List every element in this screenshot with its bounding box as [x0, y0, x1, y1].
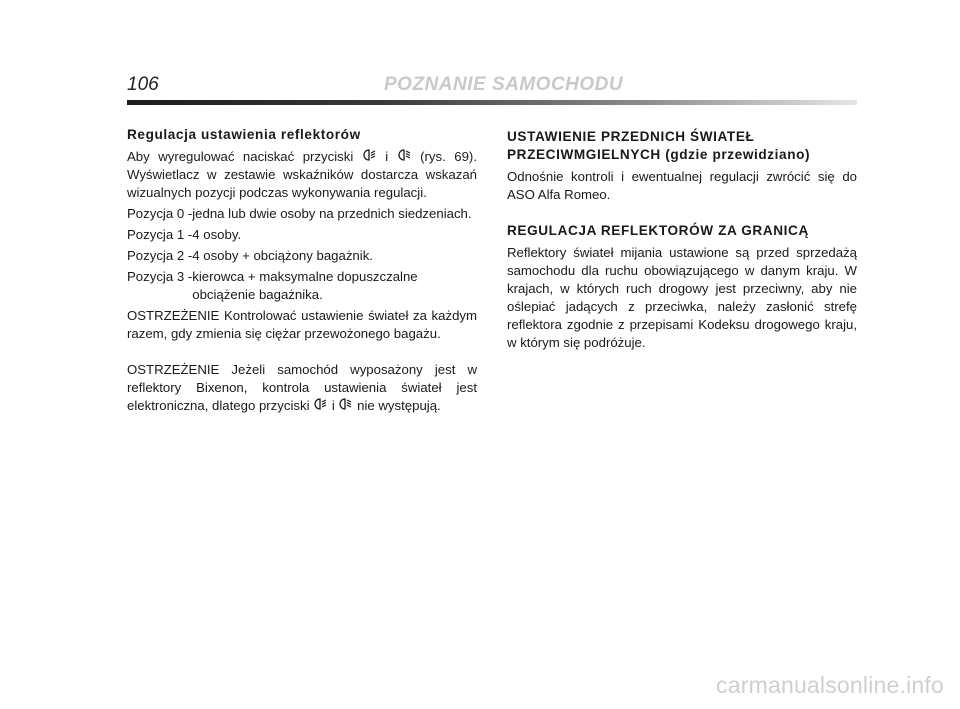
headlight-down-icon [339, 397, 352, 415]
left-column [127, 126, 477, 418]
intro-text-a: Aby wyregulować naciskać przyciski [127, 149, 354, 164]
intro-text-b: i [385, 149, 389, 164]
position-2-label: Pozycja 2 - [127, 248, 193, 263]
position-1-text: 4 osoby. [192, 227, 242, 242]
headlight-up-icon [363, 148, 376, 166]
headlight-down-icon [398, 148, 411, 166]
position-3-text: kierowca + maksymalne dopuszczalne obciążenie bagażnika. [192, 269, 418, 302]
position-0 [127, 205, 477, 223]
warning-bixenon-text-a: OSTRZEŻENIE Jeżeli samochód wyposażony jest w reflektory Bixenon, kontrola ustawienia świateł jest elektroniczna, dlatego przyciski [127, 362, 477, 413]
warning-bixenon-text-b: i [331, 398, 335, 413]
fog-lights-paragraph: Odnośnie kontroli i ewentualnej regulacji zwrócić się do ASO Alfa Romeo. [507, 169, 857, 202]
intro-paragraph [127, 148, 477, 202]
position-0-label: Pozycja 0 - [127, 206, 193, 221]
abroad-paragraph: Reflektory świateł mijania ustawione są przed sprzedażą samochodu dla ruchu obowiązującego w danym kraju. W krajach, w których ruch drogowy jest przeciwny, aby nie oślepiać jadących z przeciwka, należy zasłonić strefę reflektora zgodnie z przepisami Kodeksu drogowego kraju, w którym się podróżuje. [507, 245, 857, 350]
watermark: carmanualsonline.info [716, 672, 944, 698]
page-number: 106 [127, 74, 159, 95]
position-3 [127, 268, 477, 304]
position-2 [127, 247, 477, 265]
position-3-label: Pozycja 3 - [127, 269, 193, 284]
fog-lights-heading: USTAWIENIE PRZEDNICH ŚWIATEŁ PRZECIWMGIELNYCH (gdzie przewidziano) [507, 129, 811, 162]
position-1 [127, 226, 477, 244]
running-title: POZNANIE SAMOCHODU [384, 74, 624, 95]
position-2-text: 4 osoby + obciążony bagażnik. [192, 248, 373, 263]
abroad-heading: REGULACJA REFLEKTORÓW ZA GRANICĄ [507, 223, 809, 238]
warning-bixenon [127, 361, 477, 415]
warning-luggage: OSTRZEŻENIE Kontrolować ustawienie świateł za każdym razem, gdy zmienia się ciężar przewożonego bagażu. [127, 308, 477, 341]
warning-bixenon-text-c: nie występują. [357, 398, 441, 413]
headlight-adjust-heading: Regulacja ustawienia reflektorów [127, 127, 361, 142]
right-column [507, 128, 857, 355]
position-0-text: jedna lub dwie osoby na przednich siedzeniach. [192, 206, 472, 221]
intro-text-c: (rys. 69). Wyświetlacz w zestawie wskaźników dostarcza wskazań wizualnych pozycji podczas wykonywania regulacji. [127, 149, 477, 200]
headlight-up-icon [314, 397, 327, 415]
position-1-label: Pozycja 1 - [127, 227, 193, 242]
header-rule [127, 100, 857, 105]
